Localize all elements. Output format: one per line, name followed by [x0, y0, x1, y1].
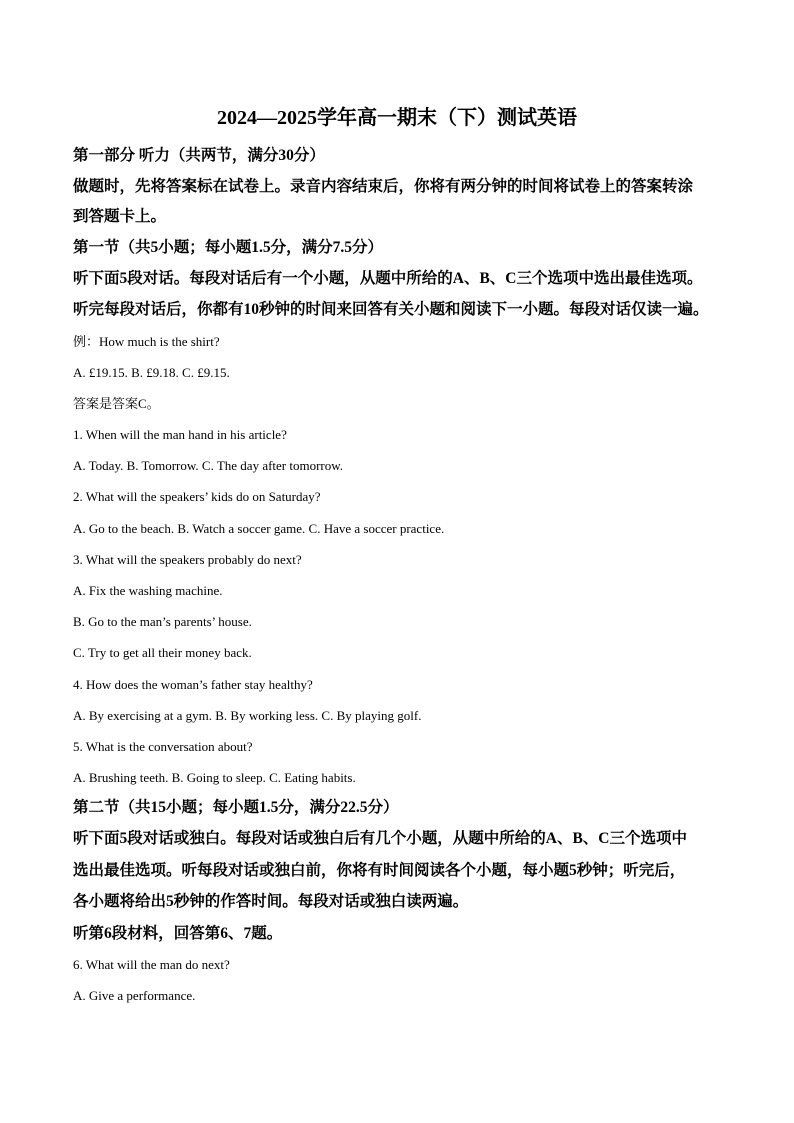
example-question: 例：How much is the shirt? [73, 334, 220, 349]
question-5: 5. What is the conversation about? [73, 739, 253, 754]
question-1: 1. When will the man hand in his article? [73, 427, 287, 442]
question-6: 6. What will the man do next? [73, 957, 230, 972]
question-5-options: A. Brushing teeth. B. Going to sleep. C. Eating habits. [73, 770, 356, 785]
part1-instruction-line-1: 做题时，先将答案标在试卷上。录音内容结束后，你将有两分钟的时间将试卷上的答案转涂 [73, 178, 694, 195]
question-3-option-c: C. Try to get all their money back. [73, 645, 252, 660]
section2-instruction-line-2: 选出最佳选项。听每段对话或独白前，你将有时间阅读各个小题，每小题5秒钟；听完后， [73, 862, 686, 879]
section2-instruction-line-3: 各小题将给出5秒钟的作答时间。每段对话或独白读两遍。 [73, 893, 469, 910]
example-answer: 答案是答案C。 [73, 396, 160, 411]
section2-instruction-line-1: 听下面5段对话或独白。每段对话或独白后有几个小题，从题中所给的A、B、C三个选项中 [73, 830, 687, 847]
section2-heading: 第二节（共15小题；每小题1.5分，满分22.5分） [73, 799, 399, 816]
section1-heading: 第一节（共5小题；每小题1.5分，满分7.5分） [73, 239, 384, 256]
part1-heading: 第一部分 听力（共两节，满分30分） [73, 147, 325, 164]
question-3: 3. What will the speakers probably do next? [73, 552, 302, 567]
question-4-options: A. By exercising at a gym. B. By working less. C. By playing golf. [73, 708, 422, 723]
section1-instruction-line-2: 听完每段对话后，你都有10秒钟的时间来回答有关小题和阅读下一小题。每段对话仅读一遍。 [73, 301, 709, 318]
example-options: A. £19.15. B. £9.18. C. £9.15. [73, 365, 230, 380]
material-6-heading: 听第6段材料，回答第6、7题。 [73, 925, 283, 942]
question-3-option-a: A. Fix the washing machine. [73, 583, 223, 598]
question-2-options: A. Go to the beach. B. Watch a soccer game. C. Have a soccer practice. [73, 521, 445, 536]
question-6-option-a: A. Give a performance. [73, 988, 196, 1003]
page-title: 2024—2025学年高一期末（下）测试英语 [217, 107, 577, 129]
part1-instruction-line-2: 到答题卡上。 [73, 208, 167, 225]
question-3-option-b: B. Go to the man’s parents’ house. [73, 614, 252, 629]
question-4: 4. How does the woman’s father stay healthy? [73, 677, 313, 692]
question-2: 2. What will the speakers’ kids do on Saturday? [73, 489, 321, 504]
question-1-options: A. Today. B. Tomorrow. C. The day after tomorrow. [73, 458, 344, 473]
section1-instruction-line-1: 听下面5段对话。每段对话后有一个小题，从题中所给的A、B、C三个选项中选出最佳选项。 [73, 270, 703, 287]
